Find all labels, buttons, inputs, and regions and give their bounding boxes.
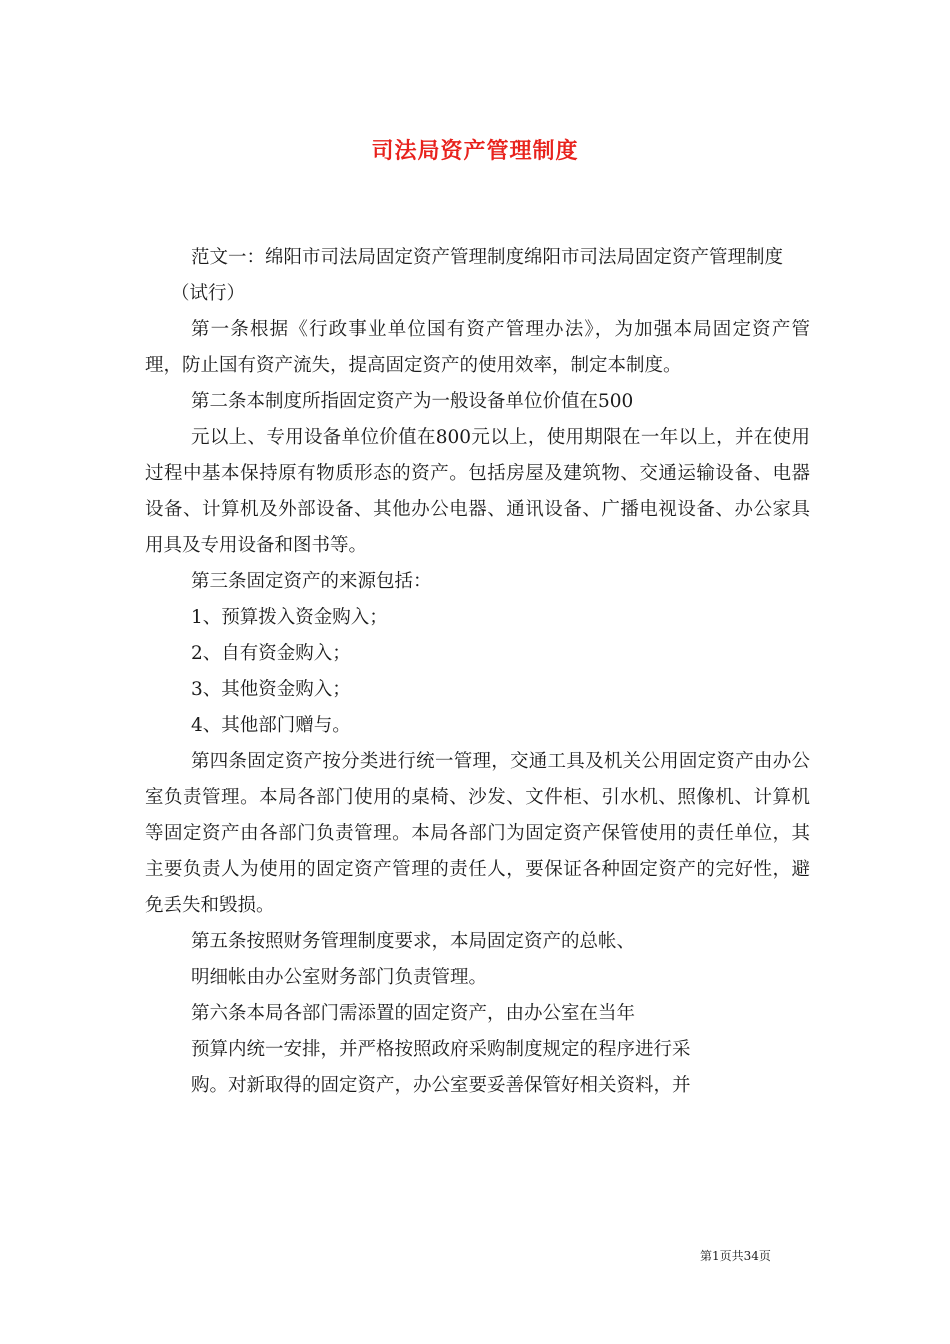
paragraph-article-1: 第一条根据《行政事业单位国有资产管理办法》，为加强本局固定资产管理，防止国有资产流失，提高固定资产的使用效率，制定本制度。 bbox=[145, 319, 810, 376]
document-title: 司法局资产管理制度 bbox=[371, 138, 579, 164]
list-item: 4、其他部门赠与。 bbox=[191, 715, 351, 736]
list-item: 1、预算拨入资金购入； bbox=[191, 607, 388, 628]
page-number: 第1页共34页 bbox=[700, 1249, 771, 1263]
paragraph-intro: 范文一：绵阳市司法局固定资产管理制度绵阳市司法局固定资产管理制度 bbox=[191, 247, 784, 268]
paragraph-article-6: 第六条本局各部门需添置的固定资产，由办公室在当年 bbox=[191, 1003, 636, 1024]
paragraph-article-5: 第五条按照财务管理制度要求，本局固定资产的总帐、 bbox=[191, 931, 636, 952]
paragraph-article-4: 第四条固定资产按分类进行统一管理，交通工具及机关公用固定资产由办公室负责管理。本局各部门使用的桌椅、沙发、文件柜、引水机、照像机、计算机等固定资产由各部门负责管理。本局各部门为固定资产保管使用的责任单位，其主要负责人为使用的固定资产管理的责任人，要保证各种固定资产的完好性，避免丢失和毁损。 bbox=[145, 751, 810, 916]
document-body bbox=[145, 240, 810, 1104]
paragraph-article-3: 第三条固定资产的来源包括： bbox=[191, 571, 432, 592]
paragraph-article-2-cont: 元以上、专用设备单位价值在800元以上，使用期限在一年以上，并在使用过程中基本保持原有物质形态的资产。包括房屋及建筑物、交通运输设备、电器设备、计算机及外部设备、其他办公电器、通讯设备、广播电视设备、办公家具用具及专用设备和图书等。 bbox=[145, 427, 810, 556]
list-item: 3、其他资金购入； bbox=[191, 679, 351, 700]
paragraph-article-2: 第二条本制度所指固定资产为一般设备单位价值在500 bbox=[191, 391, 634, 412]
list-item: 2、自有资金购入； bbox=[191, 643, 351, 664]
paragraph-article-5-cont: 明细帐由办公室财务部门负责管理。 bbox=[191, 967, 488, 988]
paragraph-article-6-cont: 预算内统一安排，并严格按照政府采购制度规定的程序进行采 bbox=[191, 1039, 691, 1060]
paragraph-trial: （试行） bbox=[171, 283, 246, 304]
paragraph-article-6-cont-2: 购。对新取得的固定资产，办公室要妥善保管好相关资料，并 bbox=[191, 1075, 691, 1096]
